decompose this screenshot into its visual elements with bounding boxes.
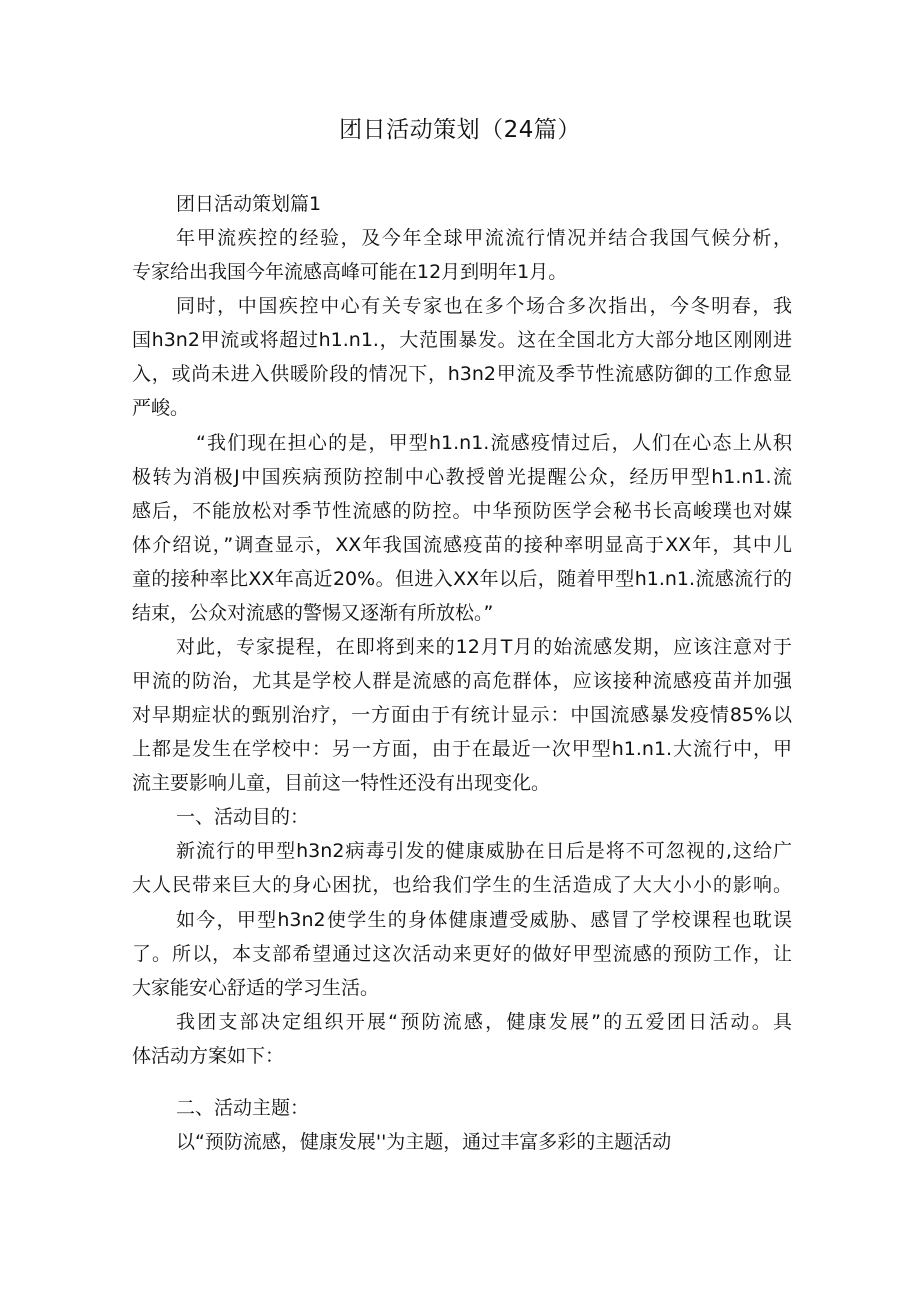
document-title: 团日活动策划（24篇） [339, 117, 581, 143]
paragraph-line: 对早期症状的甄别治疗，一方面由于有统计显示：中国流感暴发疫情85%以 [132, 704, 792, 726]
paragraph-line: 如今，甲型h3n2使学生的身体健康遭受威胁、感冒了学校课程也耽误 [176, 909, 792, 931]
paragraph-line: “我们现在担心的是，甲型h1.n1.流感疫情过后，人们在心态上从积 [196, 432, 792, 454]
section-heading: 一、活动目的： [176, 806, 310, 828]
paragraph-line: 国h3n2甲流或将超过h1.n1.，大范围暴发。这在全国北方大部分地区刚刚进 [132, 329, 792, 351]
paragraph-line: 极转为消极J中国疾病预防控制中心教授曾光提醒公众，经历甲型h1.n1.流 [132, 466, 792, 488]
paragraph-line: 体介绍说，”调查显示，XX年我国流感疫苗的接种率明显高于XX年，其中儿 [132, 534, 792, 556]
paragraph-line: 大人民带来巨大的身心困扰，也给我们学生的生活造成了大大小小的影响。 [132, 874, 792, 896]
paragraph-line: 对此，专家提程，在即将到来的12月T月的始流感发期，应该注意对于 [176, 636, 792, 658]
paragraph-line: 严峻。 [132, 397, 190, 419]
section-heading: 团日活动策划篇1 [176, 193, 322, 215]
paragraph-line: 上都是发生在学校中：另一方面，由于在最近一次甲型h1.n1.大流行中，甲 [132, 738, 792, 760]
paragraph-line: 体活动方案如下： [132, 1045, 285, 1067]
paragraph-line: 了。所以，本支部希望通过这次活动来更好的做好甲型流感的预防工作，让 [132, 943, 792, 965]
paragraph-line: 童的接种率比XX年高近20%。但进入XX年以后，随着甲型h1.n1.流感流行的 [132, 568, 792, 590]
paragraph-line: 大家能安心舒适的学习生活。 [132, 977, 380, 999]
paragraph-line: 感后，不能放松对季节性流感的防控。中华预防医学会秘书长高峻璞也对媒 [132, 500, 792, 522]
paragraph-line: 流主要影响儿童，目前这一特性还没有出现变化。 [132, 772, 551, 794]
paragraph-line: 年甲流疾控的经验，及今年全球甲流流行情况并结合我国气候分析， [176, 227, 792, 249]
paragraph-line: 入，或尚未进入供暖阶段的情况下，h3n2甲流及季节性流感防御的工作愈显 [132, 363, 792, 385]
paragraph-line: 甲流的防治，尤其是学校人群是流感的高危群体，应该接种流感疫苗并加强 [132, 670, 792, 692]
paragraph-line: 以“预防流感，健康发展''为主题，通过丰富多彩的主题活动 [176, 1131, 672, 1153]
paragraph-line: 同时，中国疾控中心有关专家也在多个场合多次指出，今冬明春，我 [176, 295, 792, 317]
paragraph-line: 专家给出我国今年流感高峰可能在12月到明年1月。 [132, 261, 568, 283]
paragraph-line: 结束，公众对流感的警惕又逐渐有所放松。” [132, 602, 494, 624]
paragraph-line: 新流行的甲型h3n2病毒引发的健康威胁在日后是将不可忽视的,这给广 [176, 840, 792, 862]
paragraph-line: 我团支部决定组织开展“预防流感，健康发展”的五爱团日活动。具 [176, 1011, 792, 1033]
section-heading: 二、活动主题： [176, 1097, 310, 1119]
